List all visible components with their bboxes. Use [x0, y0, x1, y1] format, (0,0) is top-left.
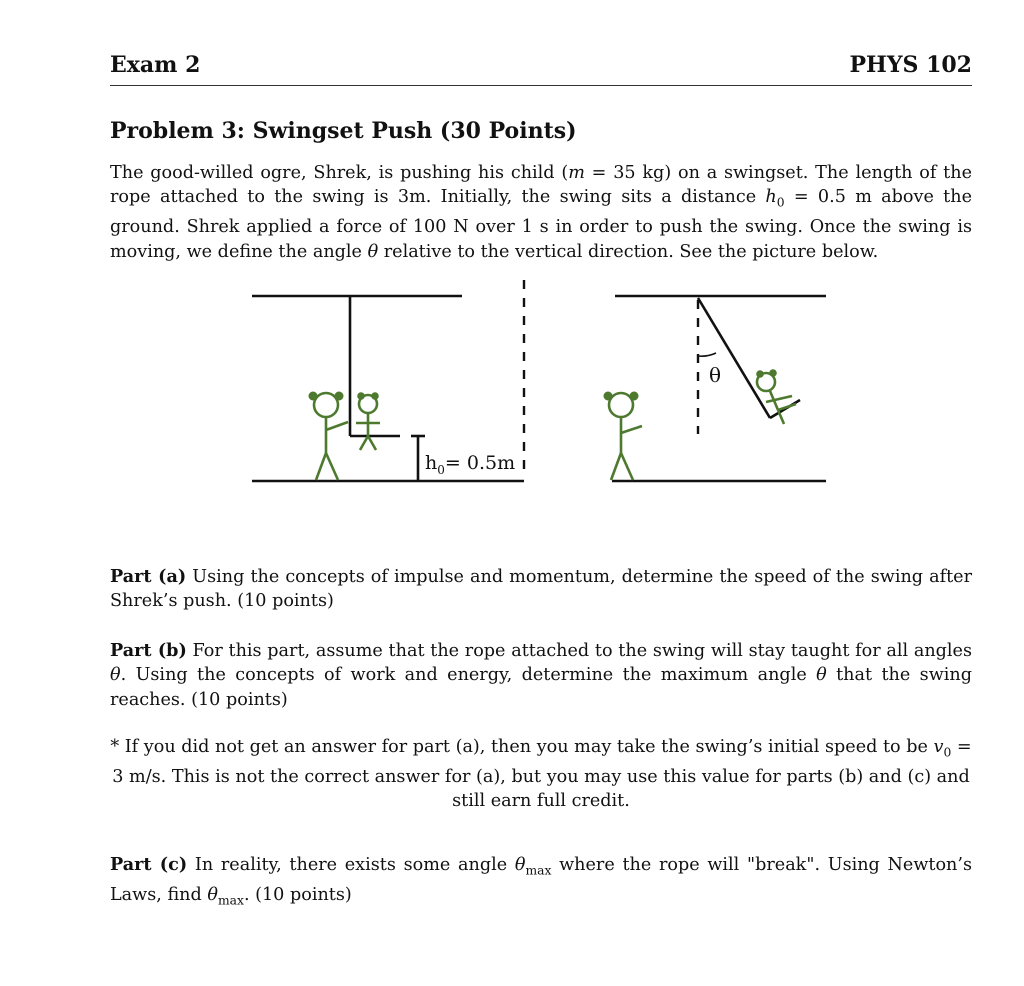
problem-intro: The good-willed ogre, Shrek, is pushing his child (m = 35 kg) on a swingset. The length of the rope attached to the swing is 3m. Initially, the swing sits a distance $h_0 = 0.5$ m above the ground. Shrek applied a force of 100 N over 1 s in order to push the swing. Once the swing is moving, we define the angle θ relative to the vertical direction. See the picture below.: [110, 163, 972, 262]
swingset-figure: [240, 278, 840, 493]
part-c-label: Part (c): [110, 854, 188, 875]
right-rope: [698, 298, 770, 418]
part-a-label: Part (a): [110, 566, 187, 587]
part-a: Part (a) Using the concepts of impulse and momentum, determine the speed of the swing after Shrek’s push. (10 points): [110, 566, 973, 612]
theta-label: θ: [709, 363, 722, 387]
part-c: Part (c) In reality, there exists some angle $\theta_{max}$ where the rope will "break". Using Newton’s Laws, find $\theta_{max}$. (10 points): [110, 854, 973, 908]
shrek-figure-left: [310, 393, 348, 480]
header-course: PHYS 102: [849, 52, 972, 78]
footnote-initial-speed: * If you did not get an answer for part (a), then you may take the swing’s initial speed to be $v_0 = 3$ m/s. This is not the correct answer for (a), but you may use this value for parts (b) and (c) and still earn full credit.: [110, 737, 972, 812]
header-rule: [110, 85, 972, 86]
shrek-figure-right: [605, 393, 642, 480]
child-figure-left: [356, 394, 380, 451]
height-label: $h_0= 0.5m$: [425, 452, 516, 477]
theta-arc: [698, 353, 716, 356]
child-figure-right: [757, 371, 796, 425]
part-b-label: Part (b): [110, 640, 187, 661]
part-b: Part (b) For this part, assume that the rope attached to the swing will stay taught for all angles θ. Using the concepts of work and energy, determine the maximum angle θ that the swing reaches. (10 points): [110, 640, 972, 710]
header-exam: Exam 2: [110, 52, 201, 78]
problem-title: Problem 3: Swingset Push (30 Points): [110, 118, 577, 144]
